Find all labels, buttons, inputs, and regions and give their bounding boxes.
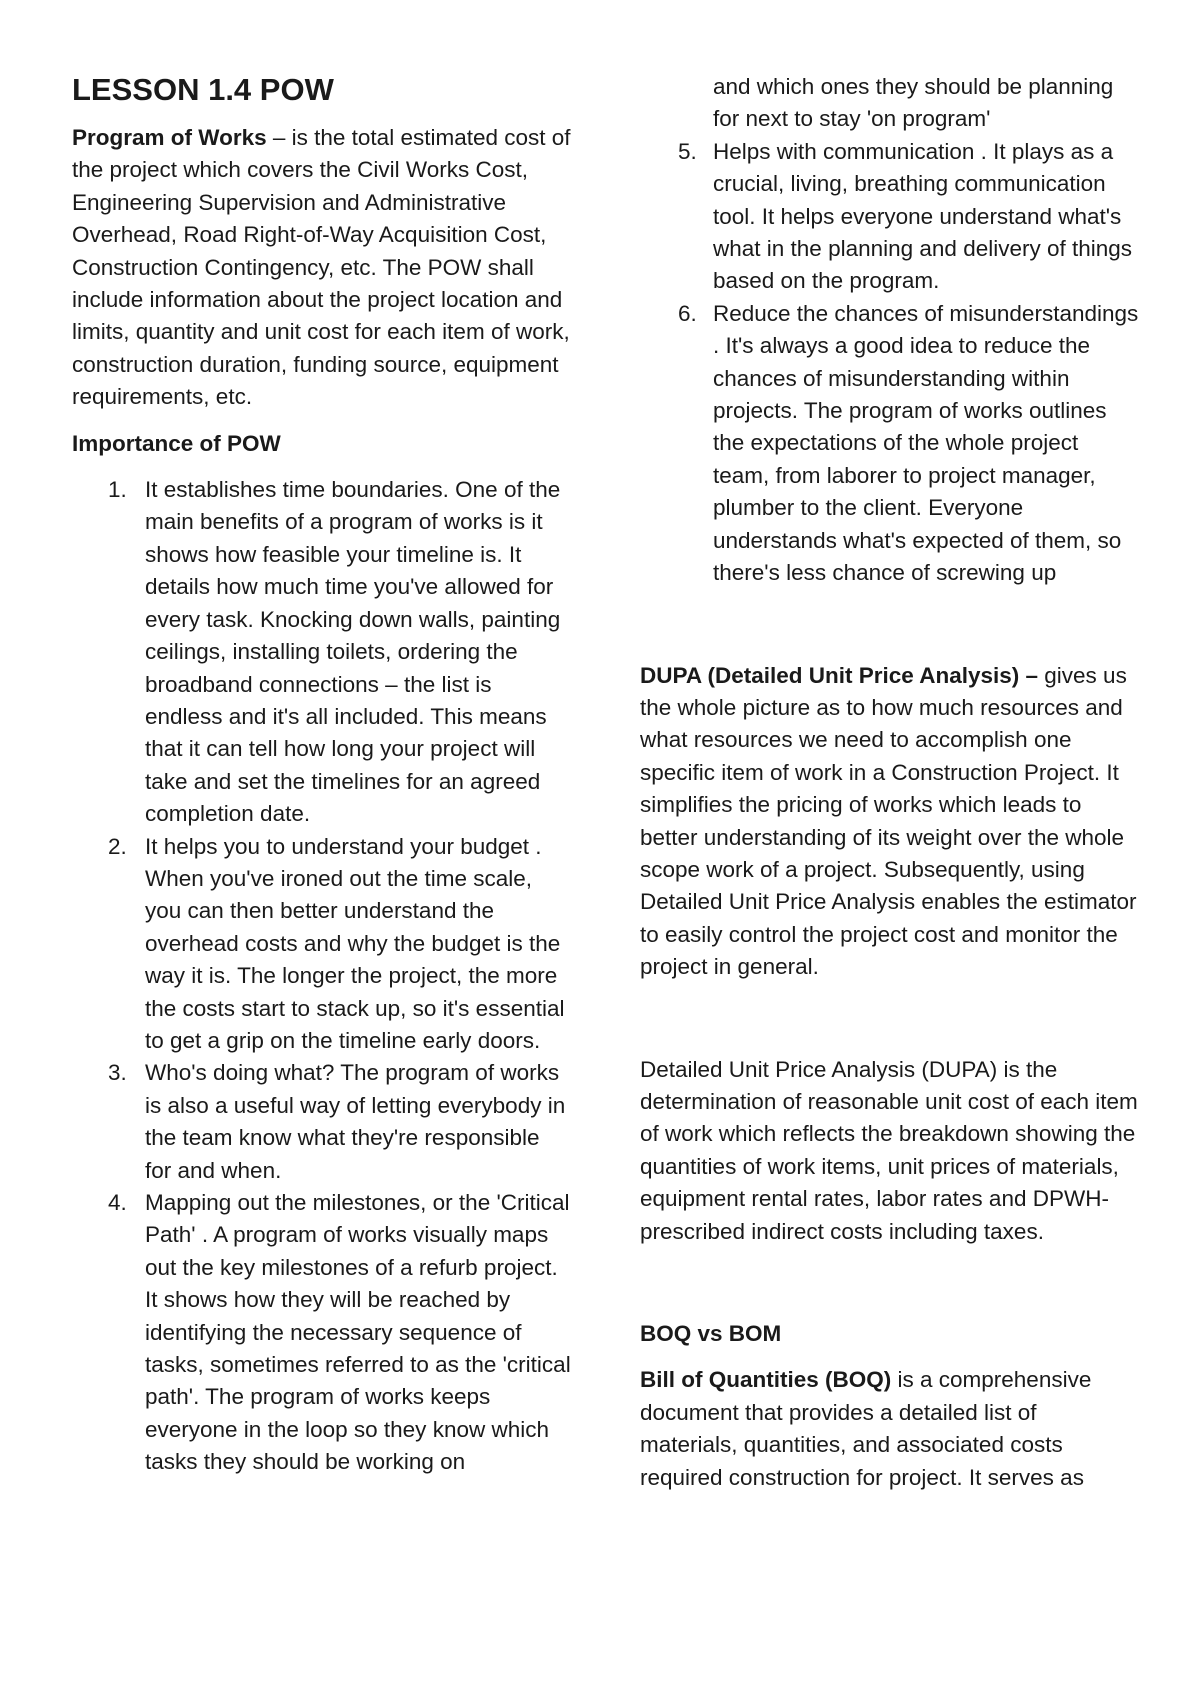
right-column	[640, 71, 1140, 1494]
boq-definition: is a comprehensive document that provides a detailed list of materials, quantities, and associated costs required construction for project. It serves as	[640, 1367, 1092, 1490]
list-item-number: 6.	[678, 300, 697, 326]
importance-list	[72, 474, 572, 1479]
list-item-text: It helps you to understand your budget . When you've ironed out the time scale, you can then better understand the overhead costs and why the budget is the way it is. The longer the project, the more the costs start to stack up, so it's essential to get a grip on the timeline early doors.	[145, 833, 565, 1053]
importance-heading: Importance of POW	[72, 430, 281, 456]
spacer	[640, 984, 1140, 1054]
dupa-definition-paragraph	[640, 660, 1140, 984]
list-item-text: Reduce the chances of misunderstandings . It's always a good idea to reduce the chances of misunderstanding within projects. The program of works outlines the expectations of the whole project team, from laborer to project manager, plumber to the client. Everyone understands what's expected of them, so there's less chance of screwing up	[713, 300, 1139, 586]
list-item-text: It establishes time boundaries. One of the main benefits of a program of works is it shows how feasible your timeline is. It details how much time you've allowed for every task. Knocking down walls, painting ceilings, installing toilets, ordering the broadband connections – the list is endless and it's all included. This means that it can tell how long your project will take and set the timelines for an agreed completion date.	[145, 477, 561, 827]
dupa-definition: gives us the whole picture as to how much resources and what resources we need to accomplish one specific item of work in a Construction Project. It simplifies the pricing of works which leads to better understanding of its weight over the whole scope work of a project. Subsequently, using Detailed Unit Price Analysis enables the estimator to easily control the project cost and monitor the project in general.	[640, 662, 1137, 980]
boq-term: Bill of Quantities (BOQ)	[640, 1367, 892, 1393]
dupa-paragraph-2: Detailed Unit Price Analysis (DUPA) is the determination of reasonable unit cost of each item of work which reflects the breakdown showing the quantities of work items, unit prices of materials, equipment rental rates, labor rates and DPWH-prescribed indirect costs including taxes.	[640, 1056, 1138, 1244]
list-item-number: 3.	[108, 1060, 127, 1086]
dupa-term: DUPA (Detailed Unit Price Analysis) –	[640, 662, 1039, 688]
boq-heading: BOQ vs BOM	[640, 1321, 782, 1346]
pow-definition: – is the total estimated cost of the project which covers the Civil Works Cost, Engineering Supervision and Administrative Overhead, Road Right-of-Way Acquisition Cost, Construction Contingency, etc. The POW shall include information about the project location and limits, quantity and unit cost for each item of work, construction duration, funding source, equipment requirements, etc.	[72, 125, 571, 410]
list-item	[72, 831, 572, 1058]
list-item-text: and which ones they should be planning for next to stay 'on program'	[713, 74, 1114, 132]
list-item	[640, 298, 1140, 590]
importance-list-continued	[640, 71, 1140, 590]
list-item-number: 1.	[108, 477, 127, 503]
left-column	[72, 70, 572, 1479]
list-item	[640, 136, 1140, 298]
list-item-text: Helps with communication . It plays as a crucial, living, breathing communication tool. It helps everyone understand what's what in the planning and delivery of things based on the program.	[713, 138, 1133, 294]
spacer	[640, 590, 1140, 660]
spacer	[640, 1248, 1140, 1318]
list-item-number: 2.	[108, 833, 127, 859]
list-item-number: 4.	[108, 1190, 127, 1215]
list-item-number: 5.	[678, 138, 697, 164]
list-item-continuation	[640, 71, 1140, 136]
list-item	[72, 1057, 572, 1187]
list-item-text: Who's doing what? The program of works is also a useful way of letting everybody in the team know what they're responsible for and when.	[145, 1060, 566, 1183]
list-item-text: Mapping out the milestones, or the 'Critical Path' . A program of works visually maps out the key milestones of a refurb project. It shows how they will be reached by identifying the necessary sequence of tasks, sometimes referred to as the 'critical path'. The program of works keeps everyone in the loop so they know which tasks they should be working on	[145, 1190, 571, 1475]
lesson-title: LESSON 1.4 POW	[72, 72, 334, 107]
pow-term: Program of Works	[72, 125, 267, 150]
pow-definition-paragraph	[72, 122, 572, 414]
list-item	[72, 474, 572, 830]
boq-definition-paragraph	[640, 1364, 1140, 1494]
list-item	[72, 1187, 572, 1479]
